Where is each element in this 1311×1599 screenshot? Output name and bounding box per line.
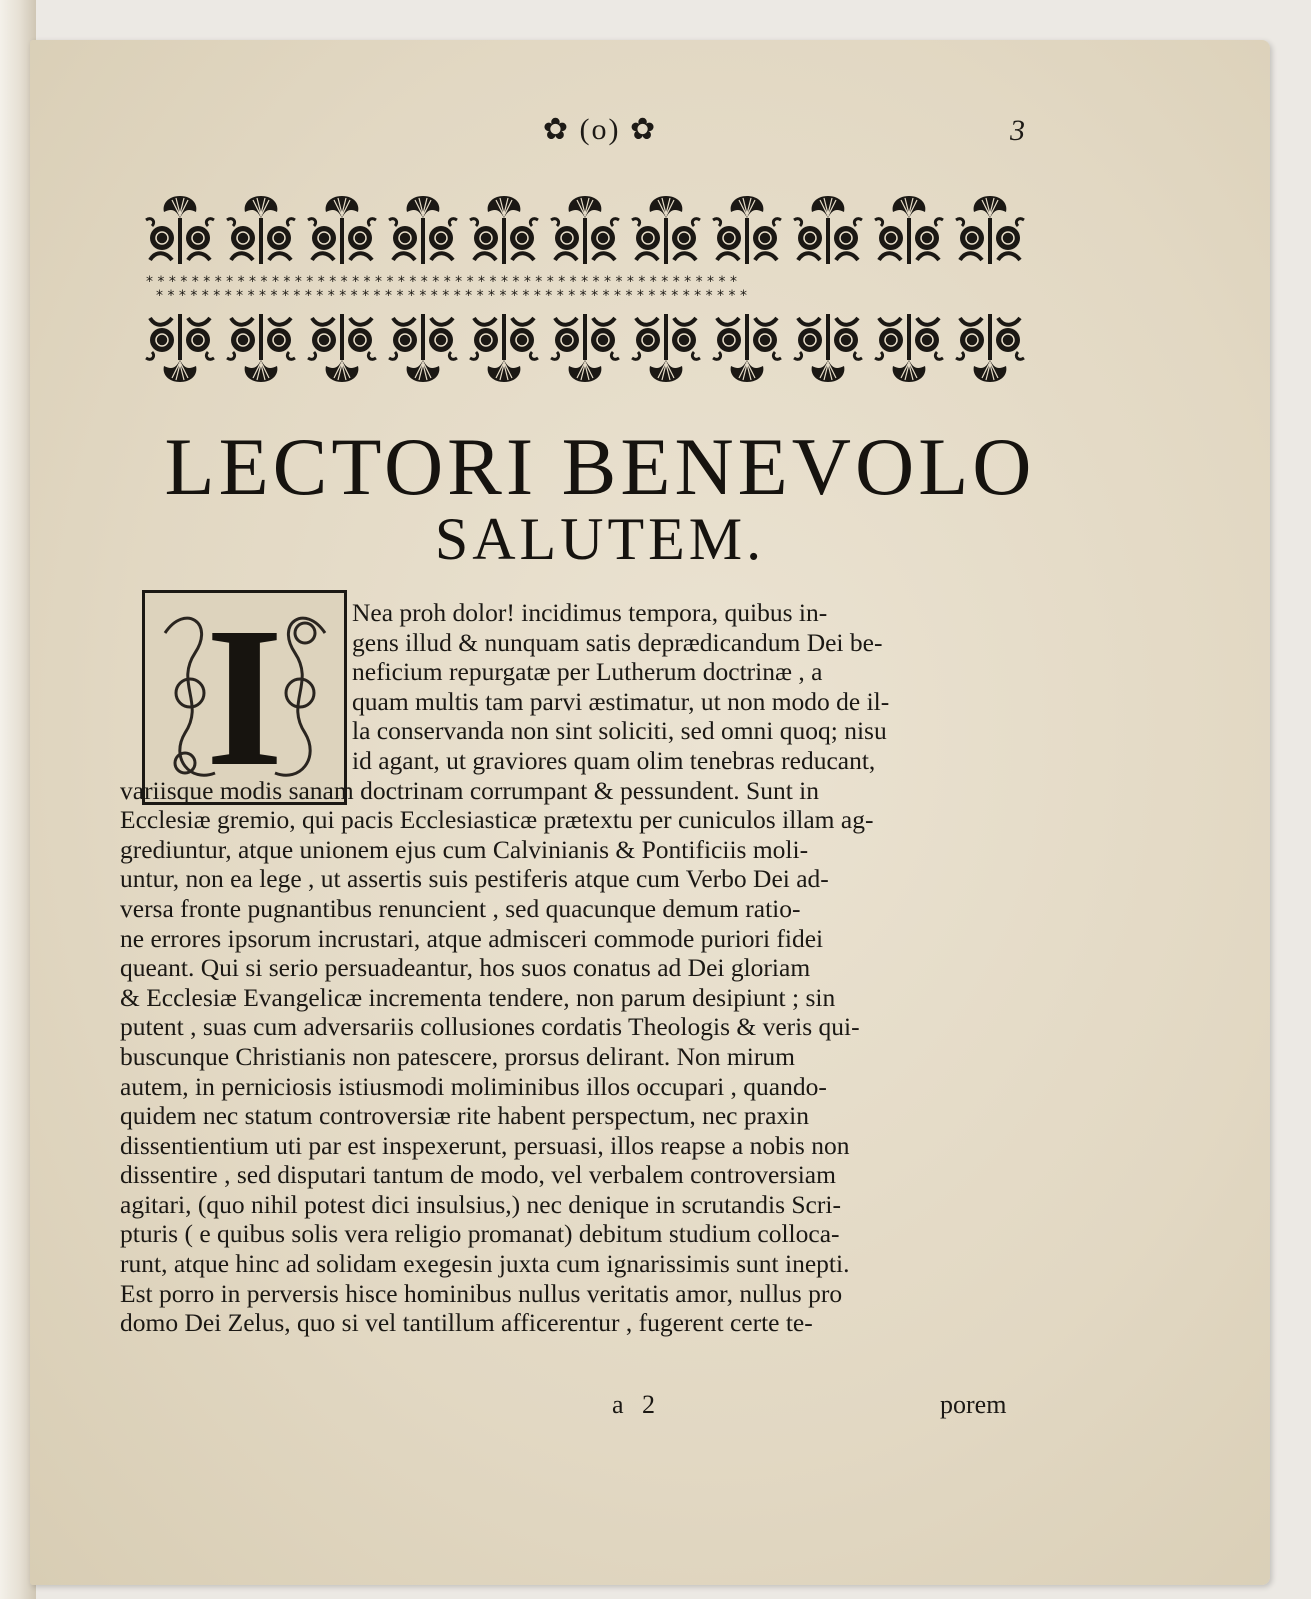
ornament-row-bottom [142, 310, 1028, 388]
page-number: 3 [1010, 114, 1025, 147]
svg-text:* * * * * * * * * * * * * * *: * * * * * * * * * * * * * * * * * * * * * * * * * * * * * * * * * * * * * * * * * * * * * * * * * * * * [146, 274, 737, 290]
text-line: dissentientium uti par est inspexerunt, persuasi, illos reapse a nobis non [120, 1130, 850, 1160]
text-line: versa fronte pugnantibus renuncient , sed quacunque demum ratio- [120, 893, 801, 923]
text-line: neficium repurgatæ per Lutherum doctrinæ , a [352, 657, 823, 687]
text-line: buscunque Christianis non patescere, prorsus delirant. Non mirum [120, 1041, 795, 1071]
running-head: ✿ (o) ✿ [542, 113, 658, 146]
ornament-stars [146, 274, 747, 304]
catchword: porem [940, 1390, 1007, 1419]
text-line: la conservanda non sint soliciti, sed omni quoq; nisu [352, 716, 887, 746]
text-line: & Ecclesiæ Evangelicæ incrementa tendere, non parum desipiunt ; sin [120, 982, 836, 1012]
text-line: Est porro in perversis hisce hominibus nullus veritatis amor, nullus pro [120, 1278, 843, 1308]
text-line: Nea proh dolor! incidimus tempora, quibus in- [352, 598, 828, 627]
text-line: runt, atque hinc ad solidam exegesin juxta cum ignarissimis sunt inepti. [120, 1249, 850, 1279]
text-line: quidem nec statum controversiæ rite habent perspectum, nec praxin [120, 1101, 809, 1131]
text-line: gens illud & nunquam satis deprædicandum Dei be- [352, 627, 883, 657]
initial-letter: I [205, 587, 284, 808]
ornament-row-top [142, 190, 1028, 268]
text-line: Ecclesiæ gremio, qui pacis Ecclesiasticæ prætextu per cuniculos illam ag- [120, 805, 874, 835]
text-line: autem, in perniciosis istiusmodi moliminibus illos occupari , quando- [120, 1071, 827, 1101]
signature-mark: a 2 [612, 1390, 662, 1419]
title-line-1: LECTORI BENEVOLO [164, 421, 1036, 512]
title-line-2: SALUTEM. [434, 506, 766, 572]
text-line: grediuntur, atque unionem ejus cum Calvinianis & Pontificiis moli- [120, 834, 809, 864]
svg-text:* * * * * * * * * * * * * * *: * * * * * * * * * * * * * * * * * * * * * * * * * * * * * * * * * * * * * * * * * * * * * * * * * * * * [156, 288, 747, 304]
text-line: queant. Qui si serio persuadeantur, hos suos conatus ad Dei gloriam [120, 953, 811, 983]
text-line: ne errores ipsorum incrustari, atque admisceri commode puriori fidei [120, 923, 824, 953]
text-line: dissentire , sed disputari tantum de modo, vel verbalem controversiam [120, 1160, 836, 1190]
page-header [0, 112, 1311, 162]
text-line: domo Dei Zelus, quo si vel tantillum afficerentur , fugerent certe te- [120, 1308, 813, 1338]
text-line: id agant, ut graviores quam olim tenebras reducant, [352, 745, 876, 775]
text-line: variisque modis sanam doctrinam corrumpant & pessundent. Sunt in [120, 775, 820, 805]
text-line: quam multis tam parvi æstimatur, ut non modo de il- [352, 686, 890, 716]
decorative-headpiece [142, 188, 1032, 398]
body-text [120, 598, 1020, 1338]
text-line: pturis ( e quibus solis vera religio promanat) debitum studium colloca- [120, 1219, 840, 1249]
text-line: untur, non ea lege , ut assertis suis pestiferis atque cum Verbo Dei ad- [120, 864, 829, 894]
text-line: putent , suas cum adversariis collusiones cordatis Theologis & veris qui- [120, 1012, 860, 1042]
text-line: agitari, (quo nihil potest dici insulsius,) nec denique in scrutandis Scri- [120, 1189, 841, 1219]
